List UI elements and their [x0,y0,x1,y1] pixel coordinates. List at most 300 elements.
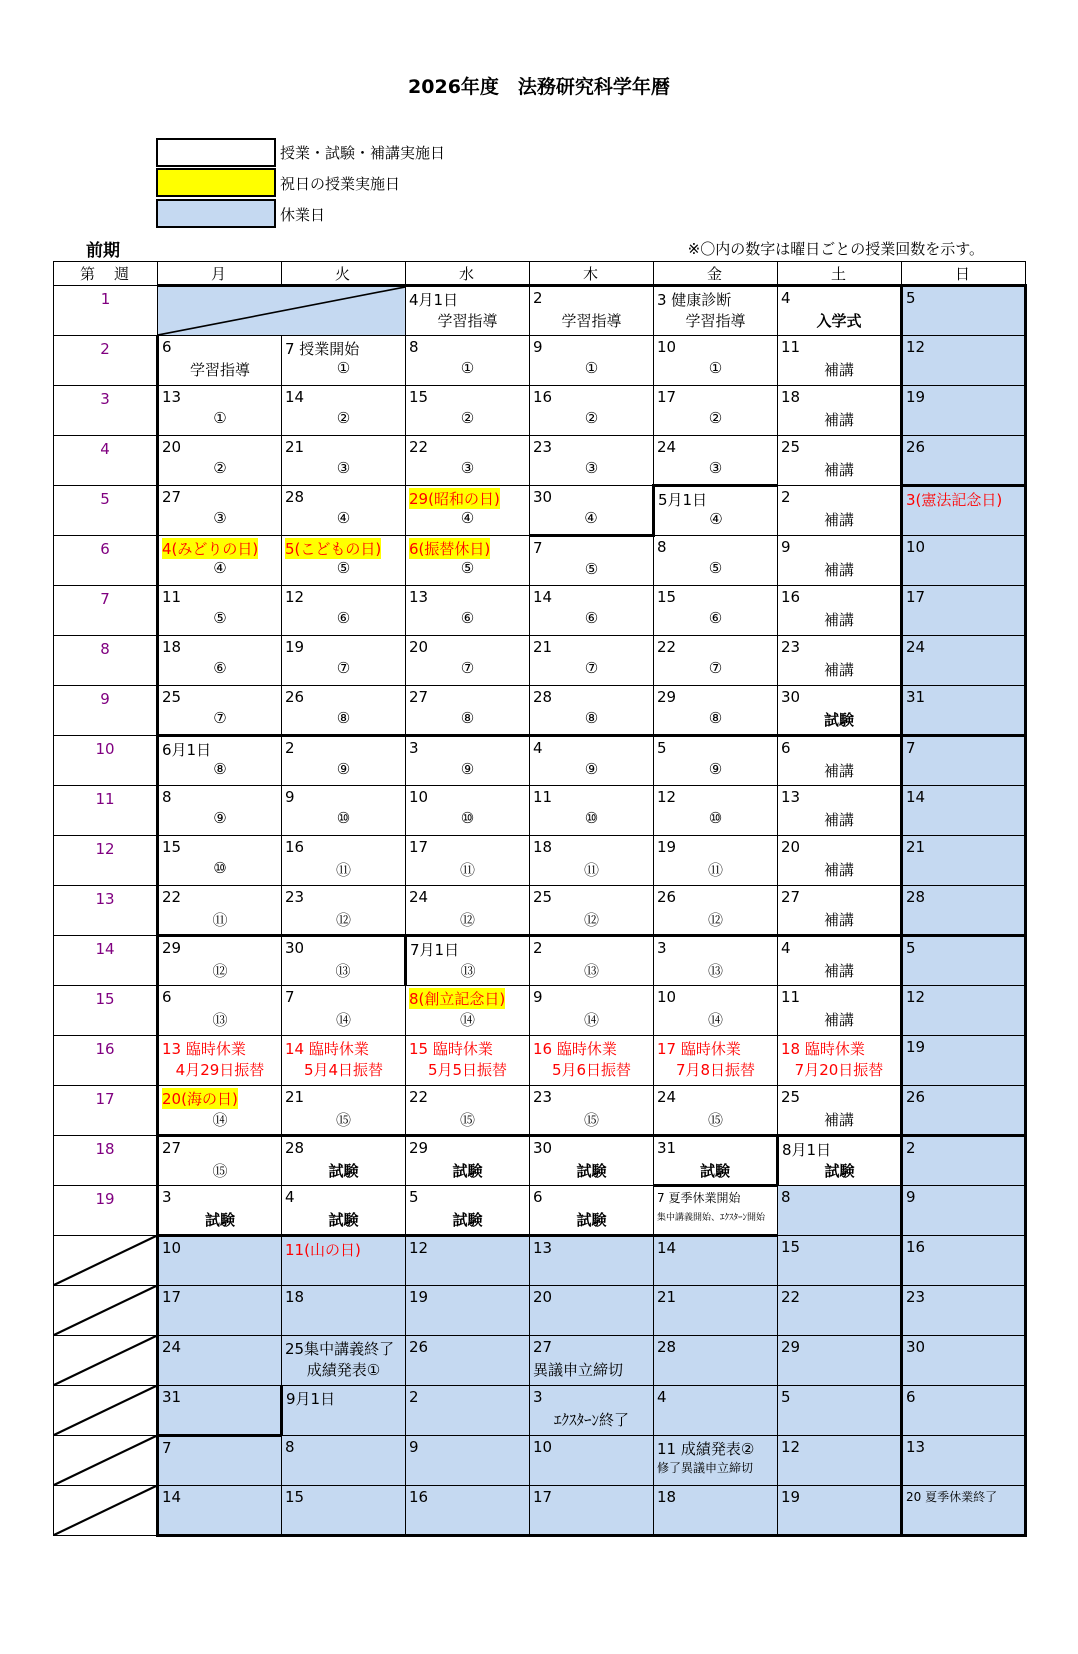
calendar-cell [158,1486,282,1536]
calendar-cell [902,1086,1026,1136]
cell-note: 集中講義開始、ｴｸｽﾀｰﾝ開始 [657,1213,766,1223]
cell-date: 14 [657,1239,677,1257]
cell-note: ② [584,409,599,427]
calendar-cell [902,1336,1026,1386]
calendar-cell [902,1036,1026,1086]
cell-date: 26 [285,688,305,706]
calendar-cell [654,636,778,686]
cell-date: 25 [162,688,182,706]
cell-date: 31 [657,1139,677,1157]
calendar-cell [282,586,406,636]
cell-date: 24 [409,888,429,906]
cell-date: 7 [162,1439,172,1457]
calendar-cell [406,1436,530,1486]
cell-date: 20 [162,438,182,456]
cell-date: 14 [906,788,926,806]
calendar-cell [654,1136,778,1186]
cell-note: 試験 [328,1162,359,1180]
cell-date: 7 [285,988,295,1006]
calendar-cell [654,986,778,1036]
calendar-cell [902,1486,1026,1536]
calendar-cell [158,736,282,786]
cell-date: 28 [906,888,926,906]
calendar-cell [406,886,530,936]
calendar-cell [158,1236,282,1286]
calendar-cell [654,686,778,736]
cell-date: 29 [781,1338,801,1356]
cell-date: 11 成績発表② [657,1440,755,1458]
cell-note: ⑦ [708,659,723,677]
calendar-cell [406,636,530,686]
calendar-cell [158,1086,282,1136]
cell-date: 5 [906,939,916,957]
calendar-cell [654,1286,778,1336]
cell-date: 2 [285,739,295,757]
cell-note: 試験 [824,1162,855,1180]
calendar-cell [158,886,282,936]
calendar-cell [282,486,406,536]
calendar-cell [902,836,1026,886]
cell-date: 4 [781,289,791,307]
cell-date: 23 [533,1088,553,1106]
cell-date: 5 [657,739,667,757]
cell-date: 21 [906,838,926,856]
week-number [54,1236,158,1286]
cell-date: 6 [162,338,172,356]
calendar-cell [530,486,654,536]
cell-note: ⑬ [460,962,476,980]
cell-note: ⑭ [335,1011,351,1029]
calendar-cell [778,736,902,786]
calendar-cell [282,936,406,986]
cell-note: ④ [584,509,598,527]
cell-date: 13 [781,788,801,806]
calendar-cell [406,1486,530,1536]
cell-date: 7 [533,539,543,557]
cell-note: 学習指導 [685,312,746,330]
calendar-cell [902,1236,1026,1286]
calendar-cell [530,836,654,886]
cell-date: 9 [533,338,543,356]
calendar-cell [902,1136,1026,1186]
legend-item-class-day [156,137,445,168]
calendar-cell [530,336,654,386]
cell-note: ⑤ [336,559,351,577]
table-row [54,836,1026,886]
cell-date: 5 [906,289,916,307]
calendar-cell [530,1036,654,1086]
cell-note: ⑤ [584,560,599,578]
cell-date: 23 [533,438,553,456]
calendar-cell [654,936,778,986]
calendar-cell [282,986,406,1036]
calendar-cell [406,936,530,986]
cell-date: 22 [162,888,182,906]
calendar-cell [778,1286,902,1336]
cell-date: 8 [285,1438,295,1456]
calendar-cell [158,1036,282,1086]
cell-date: 20 [409,638,429,656]
cell-date: 17 [162,1288,182,1306]
cell-date: 25 [533,888,553,906]
calendar-cell [902,386,1026,436]
calendar-cell [778,1436,902,1486]
legend-item-closed-day [156,199,445,230]
cell-note: ⑤ [213,609,227,627]
cell-date: 13 [906,1438,926,1456]
cell-note: ⑨ [708,760,723,778]
cell-date: 7 授業開始 [285,340,360,358]
table-row [54,1086,1026,1136]
table-row [54,1236,1026,1286]
cell-date: 3 [409,739,419,757]
week-number: 19 [54,1186,158,1236]
cell-date: 3 [162,1188,172,1206]
calendar-cell [530,536,654,586]
calendar-cell [902,886,1026,936]
cell-date: 20 [781,838,801,856]
cell-date: 9 [906,1188,916,1206]
calendar-cell [282,436,406,486]
cell-note: ⑫ [459,911,475,929]
cell-date: 25 [781,438,801,456]
cell-note: ⑭ [707,1011,723,1029]
cell-note: ⑧ [708,709,723,727]
calendar-cell [654,1236,778,1286]
calendar-cell [282,736,406,786]
cell-date: 3(憲法記念日) [906,491,1003,509]
cell-note: 成績発表① [306,1361,381,1379]
cell-date: 14 臨時休業 [285,1040,369,1058]
cell-date: 16 [285,838,305,856]
table-row [54,336,1026,386]
calendar-cell [778,686,902,736]
cell-date: 13 [409,588,429,606]
cell-date: 5(こどもの日) [285,540,382,558]
cell-note: ⑬ [707,962,723,980]
calendar-cell [406,1236,530,1286]
cell-note: ⑮ [459,1111,475,1129]
section-title: 前期 [86,241,120,261]
calendar-cell [158,386,282,436]
header-thu: 木 [530,262,654,286]
cell-note: ⑥ [584,609,599,627]
calendar-cell [778,536,902,586]
calendar-cell [778,1486,902,1536]
cell-date: 12 [781,1438,801,1456]
cell-date: 18 [657,1488,677,1506]
cell-date: 30 [533,1139,553,1157]
cell-date: 9 [781,538,791,556]
cell-date: 19 [409,1288,429,1306]
week-number: 16 [54,1036,158,1086]
calendar-cell [654,436,778,486]
cell-date: 3 [533,1388,543,1406]
calendar-cell [530,736,654,786]
calendar-cell [902,736,1026,786]
calendar-cell [406,436,530,486]
cell-date: 29(昭和の日) [409,490,500,508]
cell-note: ⑬ [335,962,351,980]
cell-date: 10 [657,338,677,356]
cell-note: ⑨ [584,760,599,778]
calendar-cell [158,436,282,486]
cell-date: 16 [906,1238,926,1256]
cell-note: 5月5日振替 [427,1061,508,1079]
calendar-cell [406,986,530,1036]
cell-date: 11 [533,788,553,806]
week-number: 8 [54,636,158,686]
calendar-cell [654,1036,778,1086]
calendar-cell [654,386,778,436]
cell-note: 試験 [576,1211,607,1229]
calendar-cell [158,636,282,686]
cell-date: 16 [781,588,801,606]
week-number [54,1336,158,1386]
cell-date: 30 [781,688,801,706]
cell-note: ② [460,409,475,427]
cell-note: ⑩ [460,809,475,827]
cell-note: 補講 [823,911,854,929]
cell-date: 15 [657,588,677,606]
cell-date: 22 [657,638,677,656]
header-sat: 土 [778,262,902,286]
calendar-cell [406,1086,530,1136]
cell-note: 試験 [699,1162,730,1180]
calendar-cell [530,786,654,836]
calendar-cell [530,1136,654,1186]
calendar-cell [406,1136,530,1186]
calendar-cell [530,286,654,336]
cell-note: 5月6日振替 [551,1061,632,1079]
calendar-cell [530,1286,654,1336]
calendar-cell [282,1286,406,1336]
cell-date: 22 [781,1288,801,1306]
cell-note: ⑧ [460,709,475,727]
cell-date: 15 臨時休業 [409,1040,493,1058]
calendar-cell [778,1086,902,1136]
cell-date: 23 [906,1288,926,1306]
calendar-cell [158,1136,282,1186]
cell-date: 30 [906,1338,926,1356]
calendar-cell [778,586,902,636]
cell-note: ⑮ [583,1111,599,1129]
calendar-cell [778,436,902,486]
calendar-cell [282,336,406,386]
calendar-cell [654,1186,778,1236]
cell-note: 学習指導 [437,312,498,330]
cell-note: ③ [584,459,599,477]
cell-note: ④ [460,509,475,527]
cell-note: 補講 [823,1111,854,1129]
week-number: 14 [54,936,158,986]
cell-note: ⑥ [213,659,227,677]
cell-note: 異議申立締切 [533,1361,624,1379]
calendar-cell [778,636,902,686]
cell-date: 18 [533,838,553,856]
cell-date: 10 [657,988,677,1006]
cell-note: ⑦ [460,659,475,677]
cell-date: 8月1日 [782,1141,832,1159]
cell-note: 補講 [823,962,854,980]
cell-date: 26 [657,888,677,906]
calendar-cell [654,1486,778,1536]
calendar-cell [158,486,282,536]
cell-date: 18 [162,638,182,656]
header-week: 第 週 [54,262,158,286]
calendar-cell [654,486,778,536]
cell-note: 試験 [452,1162,483,1180]
cell-date: 3 [657,939,667,957]
cell-note: ⑪ [335,861,351,879]
calendar-cell [406,1386,530,1436]
cell-date: 12 [906,988,926,1006]
cell-date: 20 [533,1288,553,1306]
calendar-cell [902,986,1026,1036]
cell-date: 28 [285,1139,305,1157]
cell-note: ⑭ [459,1011,475,1029]
cell-date: 21 [285,1088,305,1106]
cell-note: ⑨ [336,760,351,778]
cell-date: 4 [533,739,543,757]
cell-note: ① [460,359,475,377]
calendar-cell [902,286,1026,336]
cell-note: ⑩ [708,809,723,827]
page-title: 2026年度 法務研究科学年暦 [408,76,670,98]
calendar-cell [406,386,530,436]
table-row [54,536,1026,586]
calendar-cell [282,536,406,586]
week-number [54,1486,158,1536]
cell-date: 4月1日 [409,291,459,309]
table-row [54,886,1026,936]
calendar-cell [530,1386,654,1436]
cell-date: 17 [409,838,429,856]
week-number: 13 [54,886,158,936]
calendar-cell [778,786,902,836]
cell-note: 補講 [823,762,854,780]
week-number: 7 [54,586,158,636]
cell-note: 補講 [823,411,854,429]
cell-date: 2 [533,939,543,957]
cell-note: ⑪ [707,861,723,879]
table-row [54,636,1026,686]
calendar-cell [902,486,1026,536]
cell-note: ⑤ [460,559,475,577]
cell-date: 24 [162,1338,182,1356]
cell-date: 7 夏季休業開始 [657,1191,741,1205]
calendar-cell [282,1086,406,1136]
cell-date: 4 [657,1388,667,1406]
calendar-cell [654,1386,778,1436]
cell-date: 7月1日 [410,941,460,959]
table-row [54,986,1026,1036]
cell-note: 補講 [823,361,854,379]
calendar-cell [282,1486,406,1536]
table-row [54,1386,1026,1436]
calendar-cell [406,536,530,586]
header-fri: 金 [654,262,778,286]
calendar-cell [654,1436,778,1486]
cell-date: 20(海の日) [162,1090,238,1108]
week-number [54,1436,158,1486]
week-number: 12 [54,836,158,886]
legend-label: 授業・試験・補講実施日 [280,144,446,162]
cell-note: ⑪ [459,861,475,879]
cell-note: ⑧ [584,709,599,727]
calendar-cell [530,1186,654,1236]
calendar-cell [778,286,902,336]
cell-date: 17 臨時休業 [657,1040,741,1058]
cell-note: ③ [336,459,351,477]
header-wed: 水 [406,262,530,286]
calendar-cell [778,836,902,886]
legend-swatch-yellow [156,168,276,197]
calendar-cell [530,1086,654,1136]
cell-date: 14 [533,588,553,606]
cell-date: 9 [533,988,543,1006]
calendar-cell [406,736,530,786]
cell-date: 12 [657,788,677,806]
table-row [54,1286,1026,1336]
cell-date: 19 [657,838,677,856]
cell-date: 22 [409,1088,429,1106]
calendar-cell [654,836,778,886]
calendar-cell [282,836,406,886]
calendar-cell [282,1036,406,1086]
cell-date: 20 夏季休業終了 [906,1490,998,1504]
header-mon: 月 [158,262,282,286]
week-number: 18 [54,1136,158,1186]
calendar-cell [902,636,1026,686]
table-row [54,1186,1026,1236]
cell-date: 13 臨時休業 [162,1040,246,1058]
cell-date: 2 [409,1388,419,1406]
week-number: 17 [54,1086,158,1136]
cell-date: 2 [533,289,543,307]
cell-note: ⑭ [212,1111,228,1129]
cell-note: ⑬ [583,962,599,980]
cell-note: 学習指導 [189,361,250,379]
week-number: 5 [54,486,158,536]
calendar-cell [406,836,530,886]
cell-date: 22 [409,438,429,456]
calendar-cell [530,986,654,1036]
cell-date: 10 [906,538,926,556]
cell-date: 19 [906,388,926,406]
calendar-cell [158,586,282,636]
cell-note: ⑤ [708,559,723,577]
week-number: 15 [54,986,158,1036]
note-text: ※〇内の数字は曜日ごとの授業回数を示す。 [687,240,984,258]
cell-note: ② [708,409,723,427]
cell-note: ① [708,359,723,377]
calendar-cell [778,986,902,1036]
calendar-cell [406,1186,530,1236]
cell-date: 16 [409,1488,429,1506]
cell-date: 17 [906,588,926,606]
cell-date: 5 [781,1388,791,1406]
cell-note: ｴｸｽﾀｰﾝ終了 [553,1411,629,1429]
calendar-cell [654,736,778,786]
calendar-cell [282,1136,406,1186]
cell-date: 21 [657,1288,677,1306]
calendar-cell [778,486,902,536]
cell-note: ① [213,409,227,427]
calendar-cell [158,686,282,736]
cell-date: 4 [781,939,791,957]
cell-date: 11(山の日) [285,1241,361,1259]
